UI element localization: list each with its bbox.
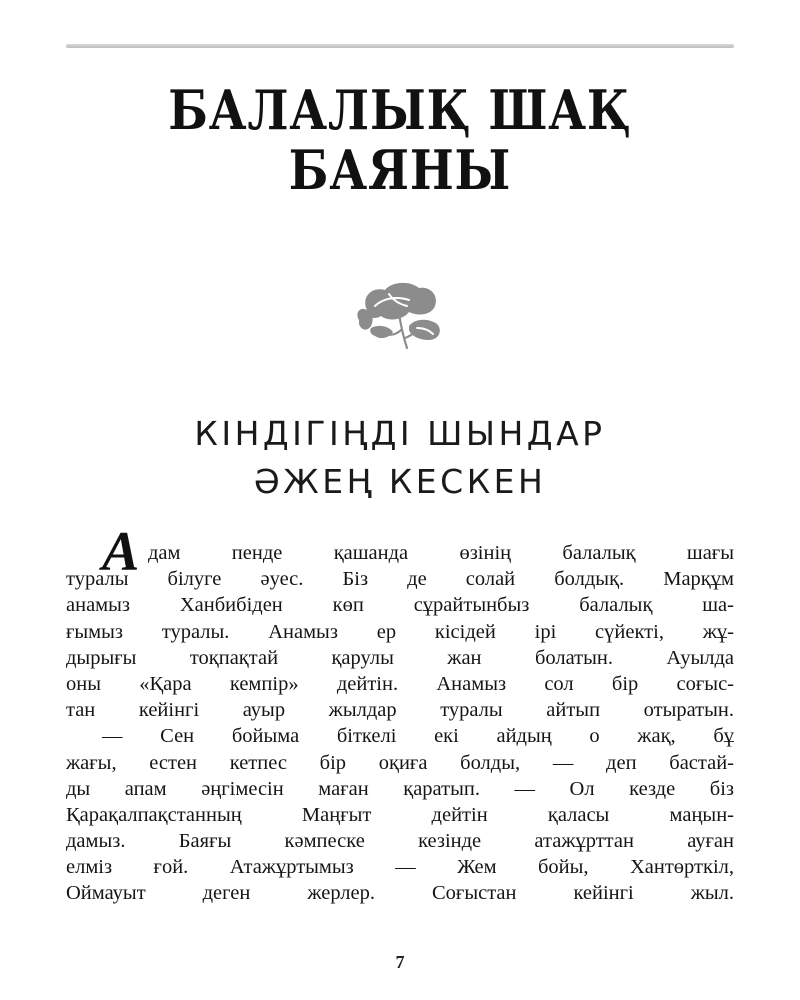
leaf-ornament-icon bbox=[353, 280, 445, 352]
body-line-6: оны «Қара кемпір» дейтін. Анамыз сол бір соғыс- bbox=[66, 672, 734, 695]
body-line-5: дырығы тоқпақтай қарулы жан болатын. Ауылда bbox=[66, 646, 734, 669]
body-line-11: Қарақалпақстанның Маңғыт дейтін қаласы маңын- bbox=[66, 803, 734, 826]
body-line-13: елміз ғой. Атажұртымыз — Жем бойы, Хантөрткіл, bbox=[66, 856, 734, 879]
part-title bbox=[0, 80, 800, 200]
body-line-4: ғымыз туралы. Анамыз ер кісідей ірі сүйекті, жұ- bbox=[66, 620, 734, 643]
part-title-line-2: БАЯНЫ bbox=[288, 138, 512, 202]
body-line-9: жағы, естен кетпес бір оқиға болды, — деп бастай- bbox=[66, 751, 734, 774]
part-title-line-1: БАЛАЛЫҚ ШАҚ bbox=[168, 78, 632, 142]
dropcap: А bbox=[102, 521, 140, 583]
body-line-3: анамыз Ханбибіден көп сұрайтынбыз балалық ша- bbox=[66, 594, 734, 617]
chapter-title-line-2: ӘЖЕҢ КЕСКЕН bbox=[253, 462, 547, 501]
body-text bbox=[66, 521, 734, 907]
body-line-8: — Сен бойыма біткелі екі айдың о жақ, бұ bbox=[102, 725, 734, 748]
body-line-7: тан кейінгі ауыр жылдар туралы айтып отыратын. bbox=[66, 699, 734, 722]
body-line-1-text: дам пенде қашанда өзінің балалық шағы bbox=[148, 542, 734, 564]
body-line-10: ды апам әңгімесін маған қаратып. — Ол кезде біз bbox=[66, 777, 734, 800]
chapter-title-line-1: КІНДІГІҢДІ ШЫНДАР bbox=[194, 414, 606, 453]
page-number: 7 bbox=[395, 952, 405, 972]
chapter-title bbox=[0, 410, 800, 506]
header-rule bbox=[66, 44, 734, 48]
body-line-12: дамыз. Баяғы кәмпеске кезінде атажұрттан ауған bbox=[66, 830, 734, 853]
body-line-14: Оймауыт деген жерлер. Соғыстан кейінгі жыл. bbox=[66, 882, 734, 905]
body-line-2: туралы білуге әуес. Біз де солай болдық. Марқұм bbox=[66, 568, 734, 591]
